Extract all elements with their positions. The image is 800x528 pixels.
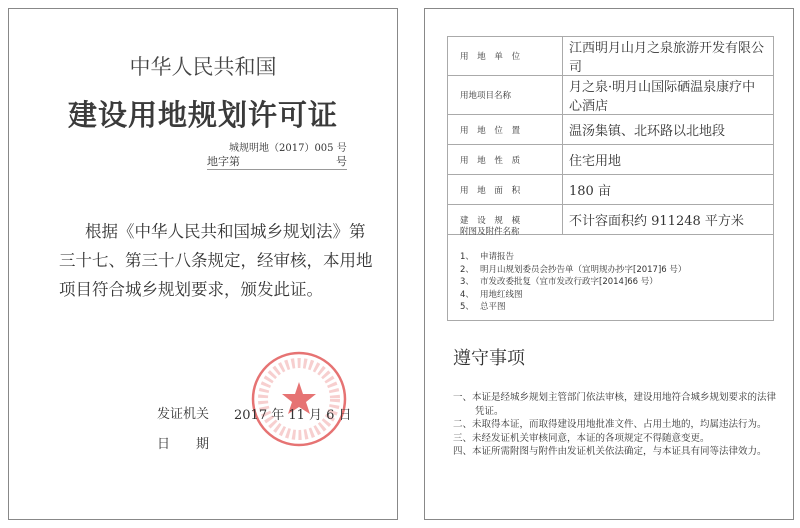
- list-item: 5、 总平图: [460, 302, 506, 312]
- zi-number-line: [207, 153, 347, 170]
- list-item: 2、 明月山规划委员会抄告单（宜明规办抄字[2017]6 号）: [460, 264, 687, 275]
- land-info-table: [447, 36, 774, 235]
- row-label: 建 设 规 模: [448, 205, 563, 235]
- body-line: 项目符合城乡规划要求，颁发此证。: [59, 280, 323, 299]
- rule-item: 三、未经发证机关审核同意，本证的各项规定不得随意变更。: [453, 432, 710, 444]
- attachments-box: [447, 219, 774, 321]
- attachments-list: [460, 251, 686, 314]
- list-item: 1、 申请报告: [460, 252, 515, 262]
- body-line: 三十七、第三十八条规定，经审核，本用地: [59, 251, 373, 270]
- certificate-body: [59, 217, 384, 304]
- certificate-front-page: [8, 8, 398, 520]
- rule-item: 一、本证是经城乡规划主管部门依法审核，建设用地符合城乡规划要求的法律凭证。: [453, 392, 777, 417]
- body-line: 根据《中华人民共和国城乡规划法》第: [85, 222, 366, 241]
- row-value: 180 亩: [563, 175, 774, 205]
- table-row: [448, 145, 774, 175]
- zi-prefix: 地字第: [207, 155, 240, 168]
- attachments-title: 附图及附件名称: [460, 227, 520, 237]
- row-label: 用 地 性 质: [448, 145, 563, 175]
- zi-suffix: 号: [336, 155, 347, 168]
- certificate-title: 建设用地规划许可证: [67, 98, 338, 132]
- rule-item: 二、未取得本证，而取得建设用地批准文件、占用土地的，均属违法行为。: [453, 419, 767, 430]
- row-label: 用 地 面 积: [448, 175, 563, 205]
- date-label: 日 期: [157, 437, 210, 452]
- row-label: 用 地 单 位: [448, 37, 563, 76]
- row-value: 不计容面积约 911248 平方米: [563, 205, 774, 235]
- table-row: [448, 37, 774, 76]
- official-seal-icon: [249, 349, 349, 449]
- table-row: [448, 76, 774, 115]
- rule-item: 四、本证所需附图与附件由发证机关依法确定，与本证具有同等法律效力。: [453, 446, 767, 457]
- row-value: 温汤集镇、北环路以北地段: [563, 115, 774, 145]
- rules-list: [453, 391, 783, 459]
- row-label: 用地项目名称: [448, 76, 563, 115]
- table-row: [448, 175, 774, 205]
- row-value: 江西明月山月之泉旅游开发有限公司: [563, 37, 774, 76]
- country-heading: 中华人民共和国: [129, 55, 277, 79]
- row-label: 用 地 位 置: [448, 115, 563, 145]
- row-value: 月之泉·明月山国际硒温泉康疗中心酒店: [563, 76, 774, 115]
- obey-title: 遵守事项: [453, 348, 525, 369]
- row-value: 住宅用地: [563, 145, 774, 175]
- issue-date: 2017 年 11 月 6 日: [234, 408, 352, 423]
- issuer-label: 发证机关: [157, 407, 210, 422]
- list-item: 4、 用地红线图: [460, 289, 523, 300]
- certificate-detail-page: [424, 8, 794, 520]
- list-item: 3、 市发改委批复（宜市发改行政字[2014]66 号）: [460, 277, 658, 287]
- certificate-number: 城规明地（2017）005 号: [229, 143, 347, 154]
- table-row: [448, 115, 774, 145]
